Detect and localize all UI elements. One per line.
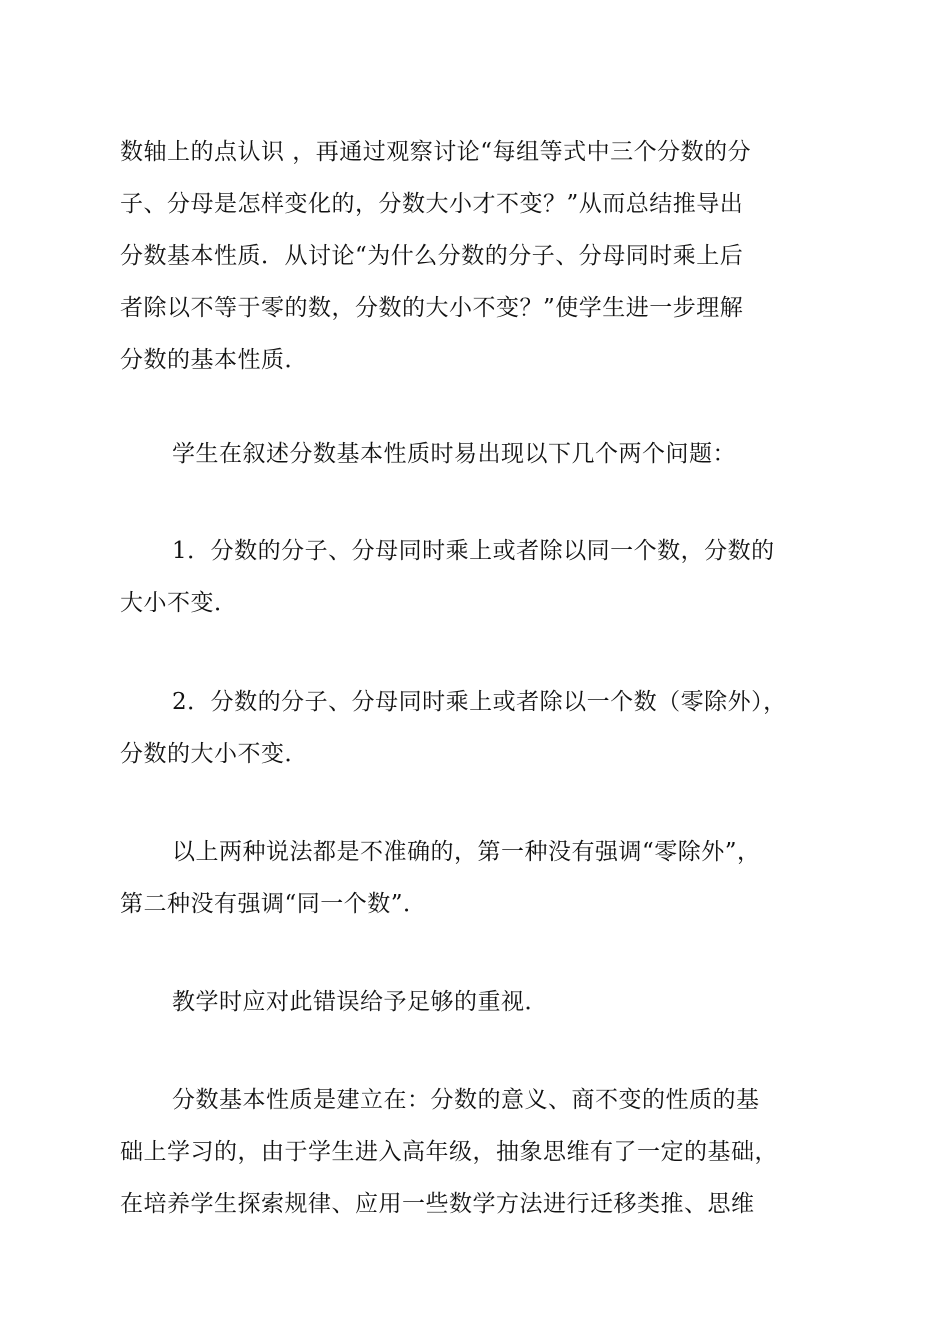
text-line: 1．分数的分子、分母同时乘上或者除以同一个数，分数的 [172, 538, 775, 564]
text-line: 学生在叙述分数基本性质时易出现以下几个两个问题： [172, 441, 736, 467]
text-line: 以上两种说法都是不准确的，第一种没有强调“零除外”， [172, 839, 761, 865]
text-line: 在培养学生探索规律、应用一些数学方法进行迁移类推、思维 [120, 1191, 755, 1217]
paragraph-intro [120, 126, 832, 386]
text-line: 分数基本性质．从讨论“为什么分数的分子、分母同时乘上后 [120, 243, 744, 269]
text-line: 础上学习的，由于学生进入高年级，抽象思维有了一定的基础， [120, 1139, 778, 1165]
text-line: 大小不变． [120, 590, 238, 616]
paragraph-item-2 [120, 676, 832, 780]
text-line: 者除以不等于零的数，分数的大小不变？”使学生进一步理解 [120, 295, 744, 321]
text-line: 2．分数的分子、分母同时乘上或者除以一个数（零除外）， [172, 689, 787, 715]
text-line: 子、分母是怎样变化的，分数大小才不变？”从而总结推导出 [120, 191, 744, 217]
text-line: 分数的基本性质． [120, 347, 308, 373]
paragraph-item-1 [120, 525, 832, 629]
text-line: 分数的大小不变． [120, 741, 308, 767]
paragraph-teaching-note [120, 976, 832, 1028]
text-line: 教学时应对此错误给予足够的重视． [172, 989, 548, 1015]
text-line: 数轴上的点认识 ，再通过观察讨论“每组等式中三个分数的分 [120, 139, 752, 165]
text-line: 分数基本性质是建立在：分数的意义、商不变的性质的基 [172, 1087, 760, 1113]
text-line: 第二种没有强调“同一个数”． [120, 891, 427, 917]
paragraph-common-problems [120, 428, 832, 480]
paragraph-foundation [120, 1074, 832, 1230]
paragraph-analysis [120, 826, 832, 930]
